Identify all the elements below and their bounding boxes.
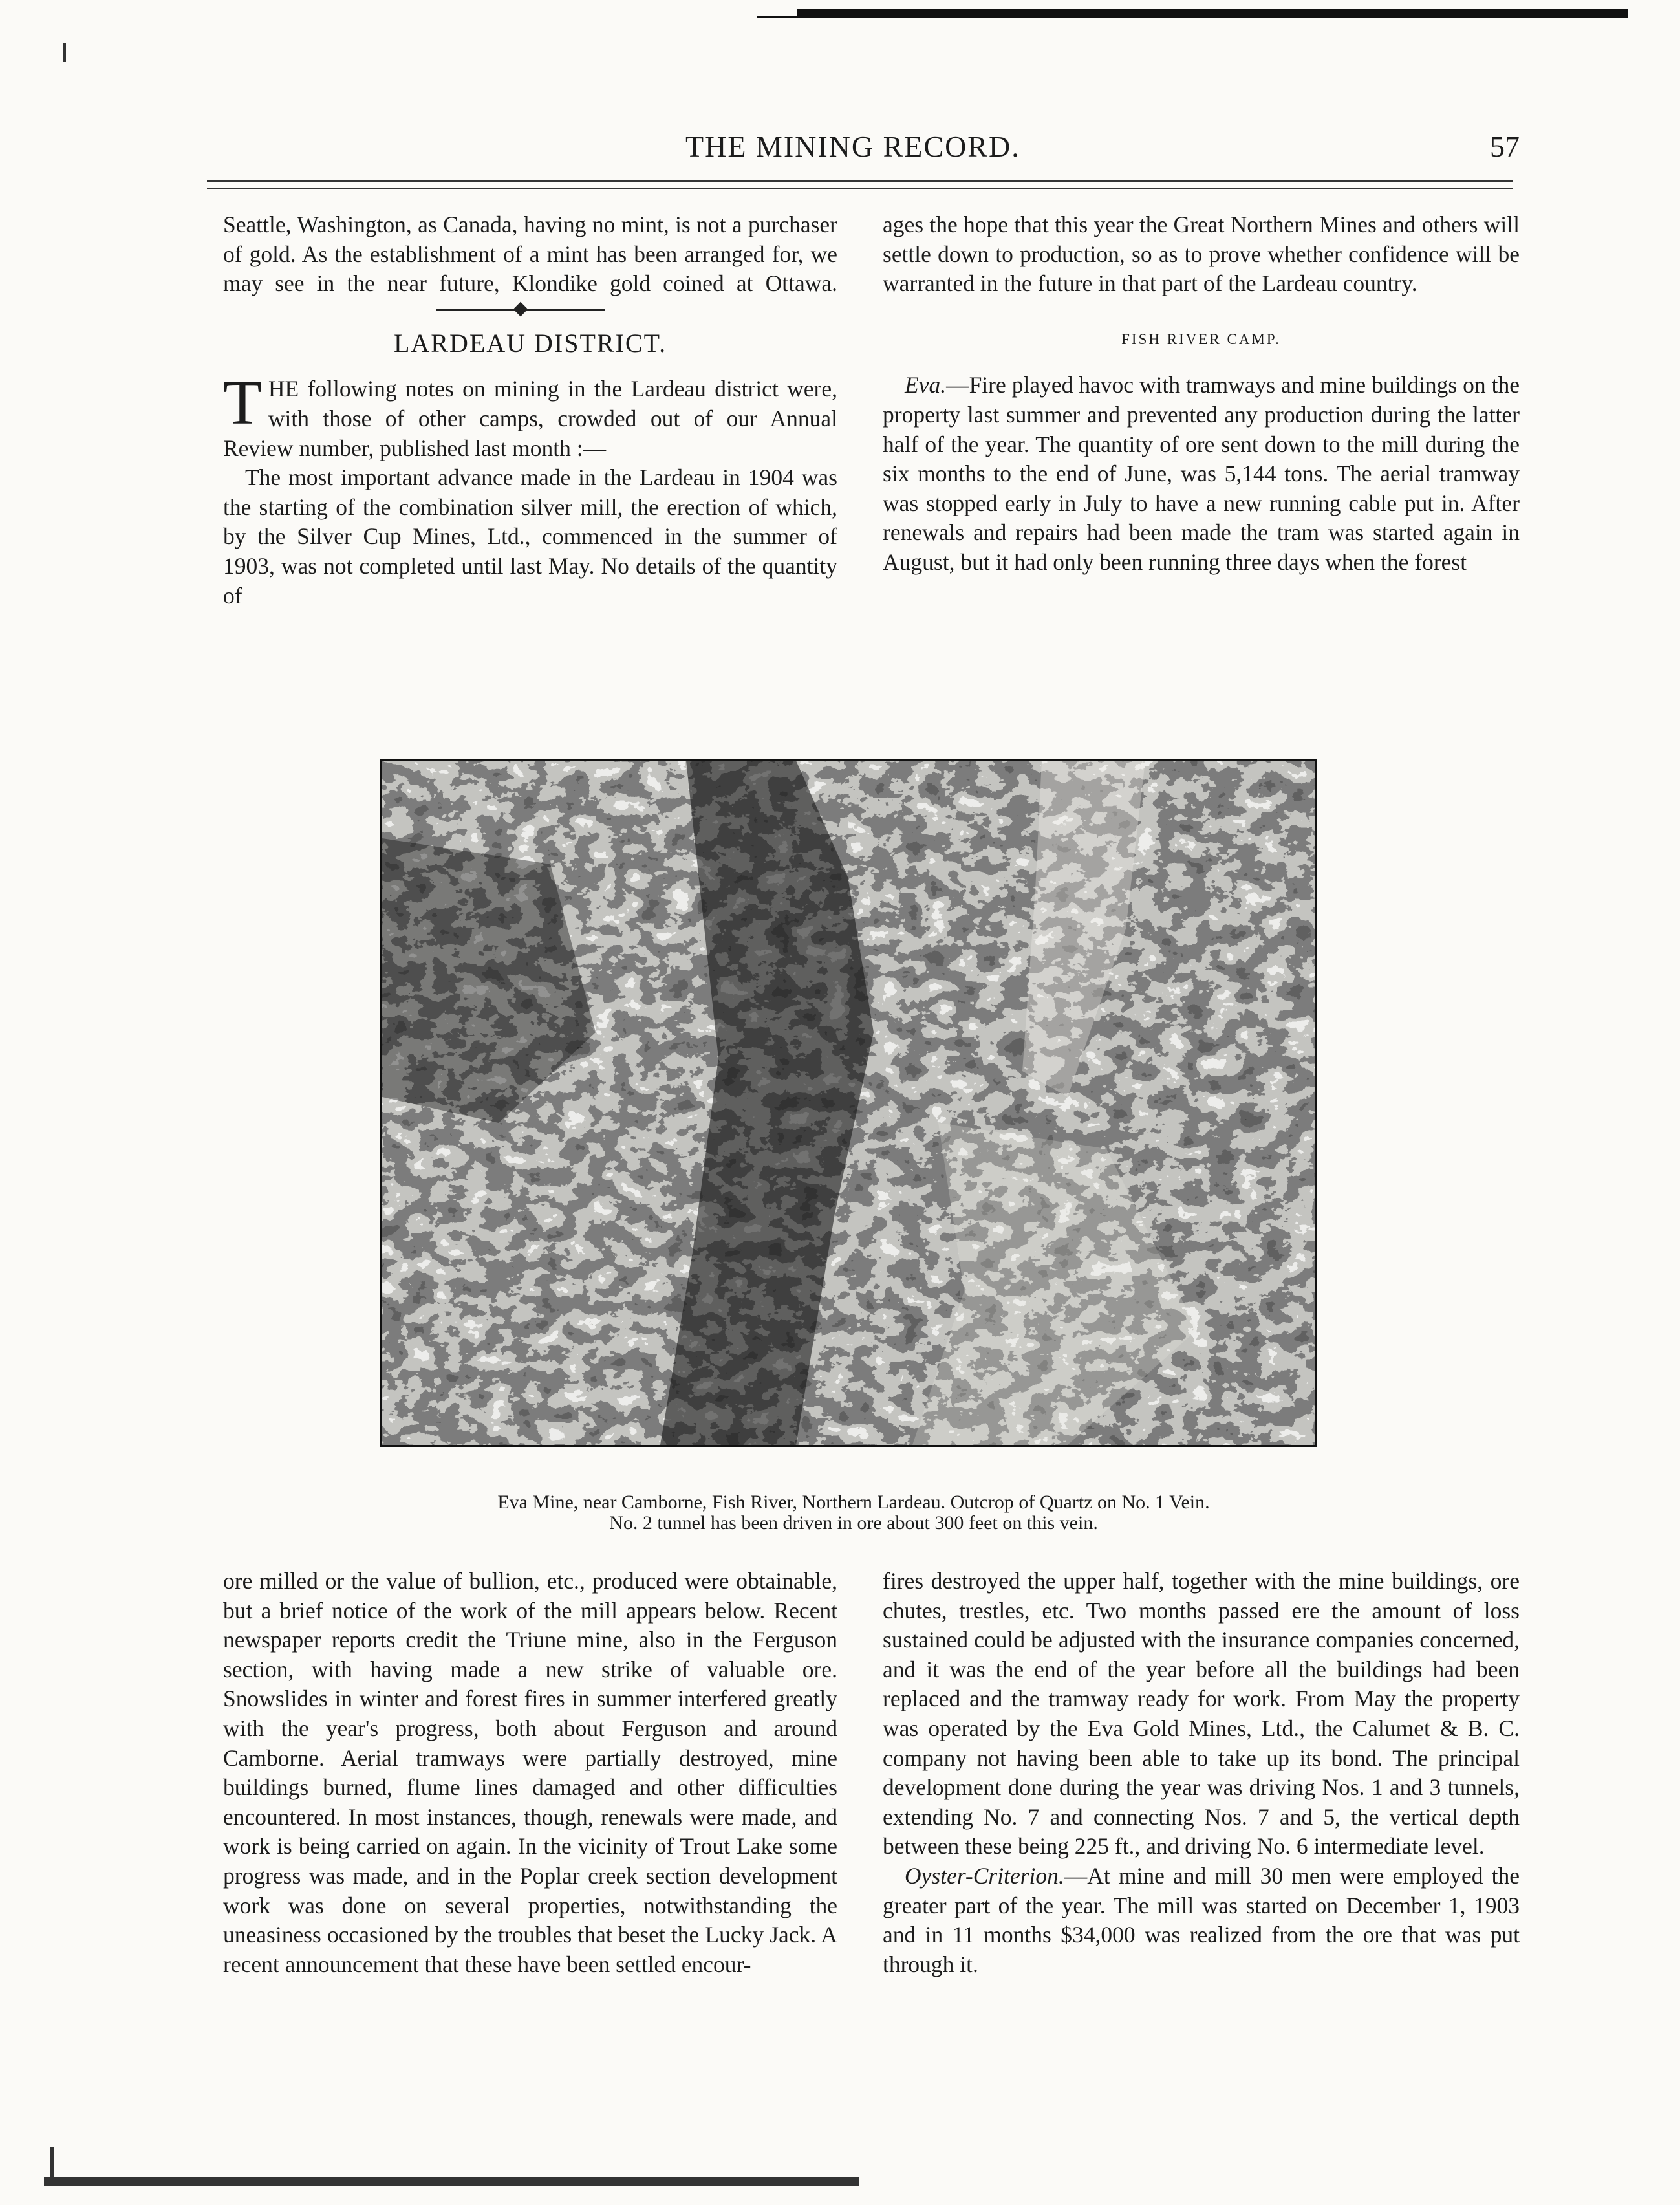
caption-line-1: Eva Mine, near Camborne, Fish River, Northern Lardeau. Outcrop of Quartz on No. 1 Vein. xyxy=(497,1492,1210,1513)
top-border-rule-end xyxy=(757,16,802,18)
journal-title: THE MINING RECORD. xyxy=(685,130,1020,163)
bottom-border-rule xyxy=(44,2177,859,2186)
header-rule-top xyxy=(207,180,1513,182)
paragraph-silver-mill: The most important advance made in the Lardeau in 1904 was the starting of the combination silver mill, the erection of which, by the Silver Cup Mines, Ltd., commenced in the summer of 1903, was not completed until last May. No details of the quantity of xyxy=(223,464,837,609)
left-column-top xyxy=(223,210,837,611)
paragraph-intro: THE following notes on mining in the Lardeau district were, with those of other camps, crowded out of our Annual Review number, published last month :— xyxy=(223,368,837,461)
paragraph-mill-notice: ore milled or the value of bullion, etc., produced were obtainable, but a brief notice of the work of the mill appears below. Recent newspaper reports credit the Triune mine, also in the Ferguson section, with having made a new strike of valuable ore. Snowslides in winter and forest fires in summer interfered greatly with the year's progress, both about Ferguson and around Camborne. Aerial tramways were partially destroyed, mine buildings burned, flume lines damaged and other difficulties encountered. In most instances, though, renewals were made, and work is being carried on again. In the vicinity of Trout Lake some progress was made, and in the Poplar creek section development work was done on several properties, notwithstanding the uneasiness occasioned by the troubles that beset the Lucky Jack. A recent announcement that these have been settled encour- xyxy=(223,1568,837,1977)
margin-mark xyxy=(63,43,66,62)
left-column-bottom xyxy=(223,1567,837,1979)
section-divider xyxy=(223,303,837,317)
header-rule-bottom xyxy=(207,188,1513,189)
figure-caption xyxy=(362,1492,1345,1534)
paragraph-fires: fires destroyed the upper half, together with the mine buildings, ore chutes, trestles, etc. Two months passed ere the amount of loss sustained could be adjusted with the insurance companies concerned, and it was the end of the year before all the buildings had been replaced and the tramway ready for work. From May the property was operated by the Eva Gold Mines, Ltd., the Calumet & B. C. company not having been able to take up its bond. The principal development done during the year was driving Nos. 1 and 3 tunnels, extending No. 7 and connecting Nos. 7 and 5, the vertical depth between these being 225 ft., and driving No. 6 intermediate level. xyxy=(883,1568,1520,1860)
rock-outcrop-photo xyxy=(382,761,1315,1445)
margin-mark xyxy=(50,2147,54,2180)
paragraph-mint: Seattle, Washington, as Canada, having no mint, is not a purchaser of gold. As the establishment of a mint has been arranged for, we may see in the near future, Klondike gold coined at Ottawa. xyxy=(223,212,837,297)
paragraph-eva: Eva.—Fire played havoc with tramways and mine buildings on the property last summer and prevented any production during the latter half of the year. The quantity of ore sent down to the mill during the six months to the end of June, was 5,144 tons. The aerial tramway was stopped early in July to have a new running cable put in. After renewals and repairs had been made the tram was started again in August, but it had only been running three days when the forest xyxy=(883,372,1520,575)
caption-line-2: No. 2 tunnel has been driven in ore about 300 feet on this vein. xyxy=(609,1512,1098,1534)
section-heading-lardeau: LARDEAU DISTRICT. xyxy=(393,328,667,358)
eva-label: Eva. xyxy=(905,372,947,398)
page-number: 57 xyxy=(1490,130,1520,163)
divider-ornament-icon xyxy=(513,301,528,316)
top-border-rule xyxy=(797,9,1628,18)
drop-cap: T xyxy=(223,368,262,439)
right-column-bottom xyxy=(883,1567,1520,1979)
oyster-criterion-label: Oyster-Criterion. xyxy=(905,1862,1064,1889)
paragraph-oyster-criterion: Oyster-Criterion.—At mine and mill 30 men were employed the greater part of the year. The mill was started on December 1, 1903 and in 11 months $34,000 was realized from the ore that was put through it. xyxy=(883,1862,1520,1977)
right-column-top xyxy=(883,210,1520,578)
photograph-eva-mine-outcrop xyxy=(380,759,1317,1447)
paragraph-great-northern: ages the hope that this year the Great Northern Mines and others will settle down to production, so as to prove whether confidence will be warranted in the future in that part of the Lardeau country. xyxy=(883,212,1520,297)
page-header xyxy=(194,129,1520,181)
subheading-fish-river-camp: FISH RIVER CAMP. xyxy=(1121,331,1281,347)
